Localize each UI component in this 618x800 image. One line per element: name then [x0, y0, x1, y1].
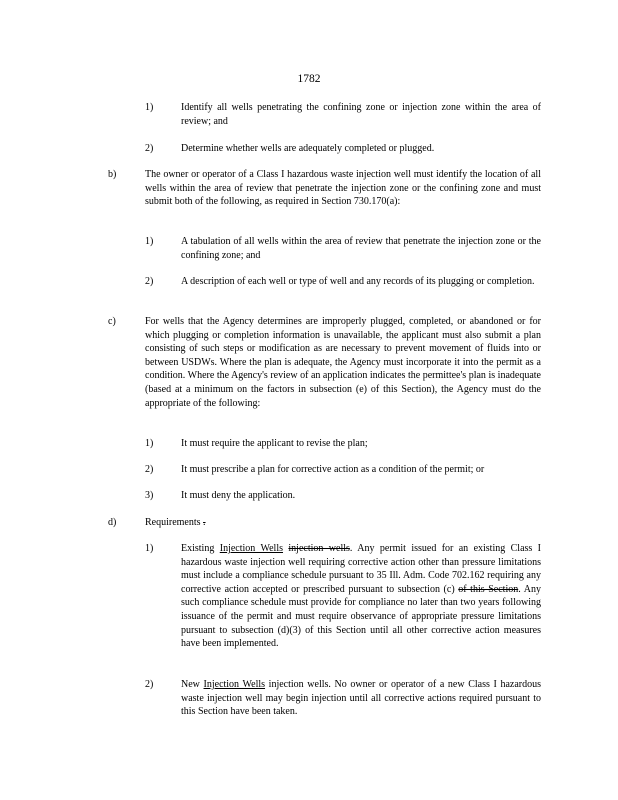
text-run: . Any permit issued for an existing Class I hazardous waste injection well requiring corrective action other than pressure limitations must include a compliance schedule pursuant to 35 Ill. Adm. Code 702.162 requiring any corrective action accepted or prescribed pursuant to subsection (c): [181, 543, 542, 595]
item-c2-text: It must prescribe a plan for corrective action as a condition of the permit; or: [181, 464, 485, 475]
item-c3-text: It must deny the application.: [181, 490, 296, 501]
text-run: Existing: [181, 543, 220, 554]
deleted-text: of this Section: [458, 583, 519, 595]
item-marker: 2): [145, 464, 154, 475]
item-marker: 1): [145, 438, 154, 449]
section-marker: d): [108, 517, 117, 528]
item-marker: 2): [145, 679, 154, 690]
inserted-text: Injection Wells: [219, 543, 284, 554]
item-marker: 1): [145, 102, 154, 113]
section-c-text: For wells that the Agency determines are improperly plugged, completed, or abandoned or for which plugging or completion information is unavailable, the applicant must also submit a plan consisting of such steps or modification as are necessary to prevent movement of fluids into or between USDWs. Where the plan is adequate, the Agency must incorporate it into the permit as a condition. Where the Agency's review of an application indicates the permittee's plan is inadequate (based at a minimum on the factors in subsection (e) of this Section), the Agency must do the appropriate of the following:: [145, 316, 541, 409]
item-c1-text: It must require the applicant to revise the plan;: [181, 438, 368, 449]
text-run: New: [181, 679, 204, 690]
section-marker: b): [108, 169, 117, 180]
item-marker: 1): [145, 543, 154, 554]
inserted-text: Injection Wells: [203, 679, 266, 690]
item-a1-text: Identify all wells penetrating the confining zone or injection zone within the area of review; and: [181, 102, 541, 127]
item-marker: 3): [145, 490, 154, 501]
deleted-text: injection wells: [288, 543, 350, 554]
item-marker: 2): [145, 143, 154, 154]
deleted-text: .: [203, 517, 206, 528]
page-number: 1782: [297, 73, 321, 85]
item-a2-text: Determine whether wells are adequately completed or plugged.: [181, 143, 435, 154]
item-marker: 2): [145, 276, 154, 287]
section-marker: c): [108, 316, 116, 327]
text-run: . Any such compliance schedule must provide for compliance no later than two years following issuance of the permit and must require observance of appropriate pressure limitations pursuant to subsection (d)(3) of this Section until all other corrective action measures have been implemented.: [181, 583, 541, 650]
item-d1-text: [181, 542, 541, 651]
section-d-label: Requirements: [145, 517, 201, 528]
section-d-heading: [145, 516, 541, 530]
item-d2-text: [181, 678, 541, 719]
item-marker: 1): [145, 236, 154, 247]
item-b1-text: A tabulation of all wells within the area of review that penetrate the injection zone or the confining zone; and: [181, 236, 541, 261]
section-b-text: The owner or operator of a Class I hazardous waste injection well must identify the location of all wells within the area of review that penetrate the injection zone or the confining zone and must submit both of the following, as required in Section 730.170(a):: [145, 169, 541, 208]
text-run: injection wells. No owner or operator of a new Class I hazardous waste injection well may begin injection until all corrective actions required pursuant to this Section have been taken.: [181, 679, 541, 718]
item-b2-text: A description of each well or type of well and any records of its plugging or completion.: [181, 276, 535, 287]
